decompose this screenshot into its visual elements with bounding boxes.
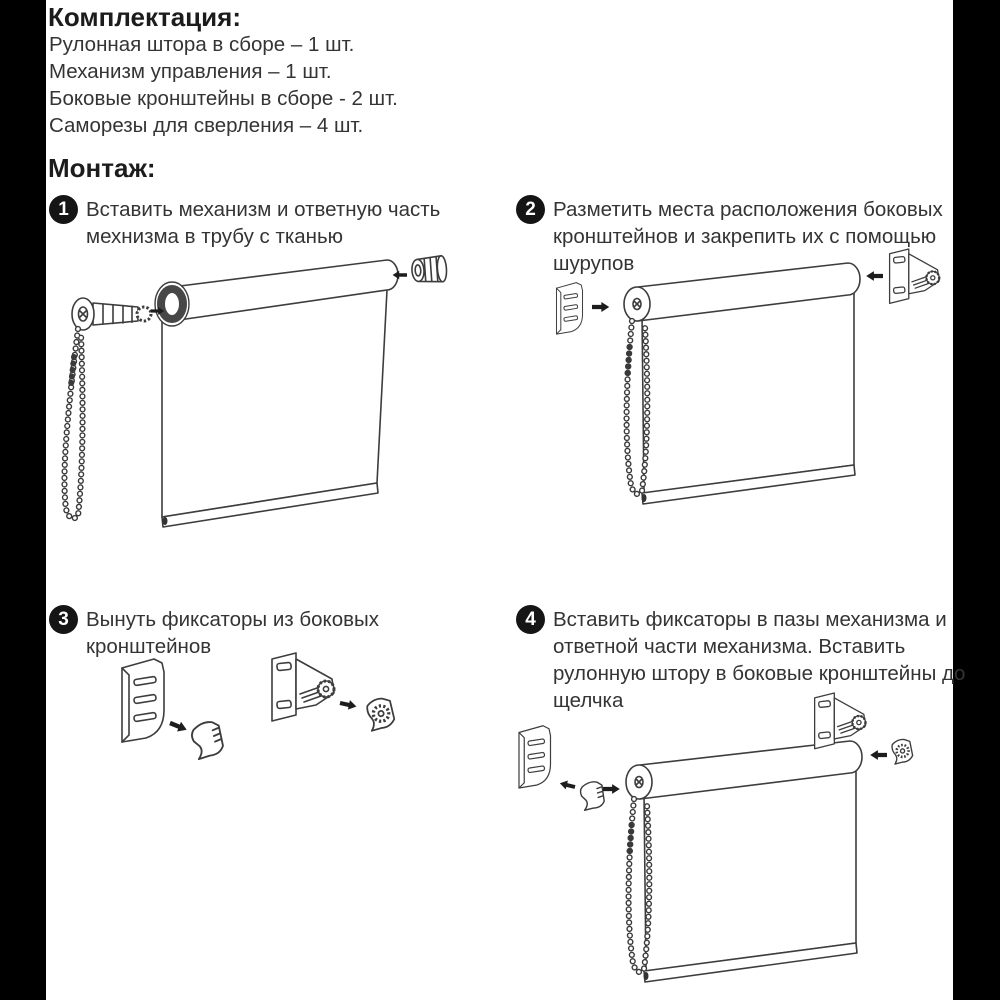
kit-item-1: Рулонная штора в сборе – 1 шт. xyxy=(49,33,355,56)
side-bracket-illustration xyxy=(122,659,164,742)
step-3-badge: 3 xyxy=(49,605,78,634)
arrow-right-icon xyxy=(603,784,620,794)
arrow-right-icon xyxy=(339,698,357,711)
step-2-text: Разметить места расположения боковых кронштейнов и закрепить их с помощью шурупов xyxy=(553,198,943,275)
arrow-right-icon xyxy=(592,302,609,312)
arrow-left-icon xyxy=(870,750,887,760)
montage-title: Монтаж: xyxy=(48,153,156,183)
arrow-left-icon xyxy=(559,779,576,792)
right-letterbox-bar xyxy=(953,0,1000,1000)
roller-tube-with-fabric-illustration xyxy=(155,260,398,527)
gear-bracket-illustration xyxy=(815,693,866,749)
gear-fixator-illustration xyxy=(891,738,913,764)
step-2-badge: 2 xyxy=(516,195,545,224)
step-3-text: Вынуть фиксаторы из боковых кронштейнов xyxy=(86,608,380,658)
arrow-left-icon xyxy=(866,271,883,281)
step-4-illustration xyxy=(515,695,960,1000)
side-bracket-illustration xyxy=(519,726,551,788)
step-3-illustration xyxy=(80,655,480,830)
gear-bracket-illustration xyxy=(890,249,940,303)
roller-blind-illustration xyxy=(626,741,862,982)
gear-bracket-illustration xyxy=(272,653,334,721)
kit-title: Комплектация: xyxy=(48,2,241,32)
side-bracket-illustration xyxy=(556,283,582,334)
chain-mechanism-illustration xyxy=(64,298,151,518)
fixator-illustration xyxy=(579,781,605,811)
kit-item-4: Саморезы для сверления – 4 шт. xyxy=(49,114,364,137)
step-1-badge: 1 xyxy=(49,195,78,224)
left-letterbox-bar xyxy=(0,0,46,1000)
page-content xyxy=(46,0,966,1000)
fixator-illustration xyxy=(190,720,225,760)
gear-fixator-illustration xyxy=(366,697,396,731)
kit-item-3: Боковые кронштейны в сборе - 2 шт. xyxy=(49,87,398,110)
end-plug-illustration xyxy=(411,255,447,283)
roller-blind-illustration xyxy=(624,263,860,504)
step-1-text: Вставить механизм и ответную часть мехнизма в трубу с тканью xyxy=(86,198,441,248)
arrow-right-icon xyxy=(168,718,189,734)
step-4-badge: 4 xyxy=(516,605,545,634)
step-2-illustration xyxy=(518,250,958,580)
step-4-text: Вставить фиксаторы в пазы механизма и ответной части механизма. Вставить рулонную штору в боковые кронштейны до щелчка xyxy=(553,608,966,712)
kit-item-2: Механизм управления – 1 шт. xyxy=(49,60,332,83)
step-1-illustration xyxy=(50,255,470,555)
